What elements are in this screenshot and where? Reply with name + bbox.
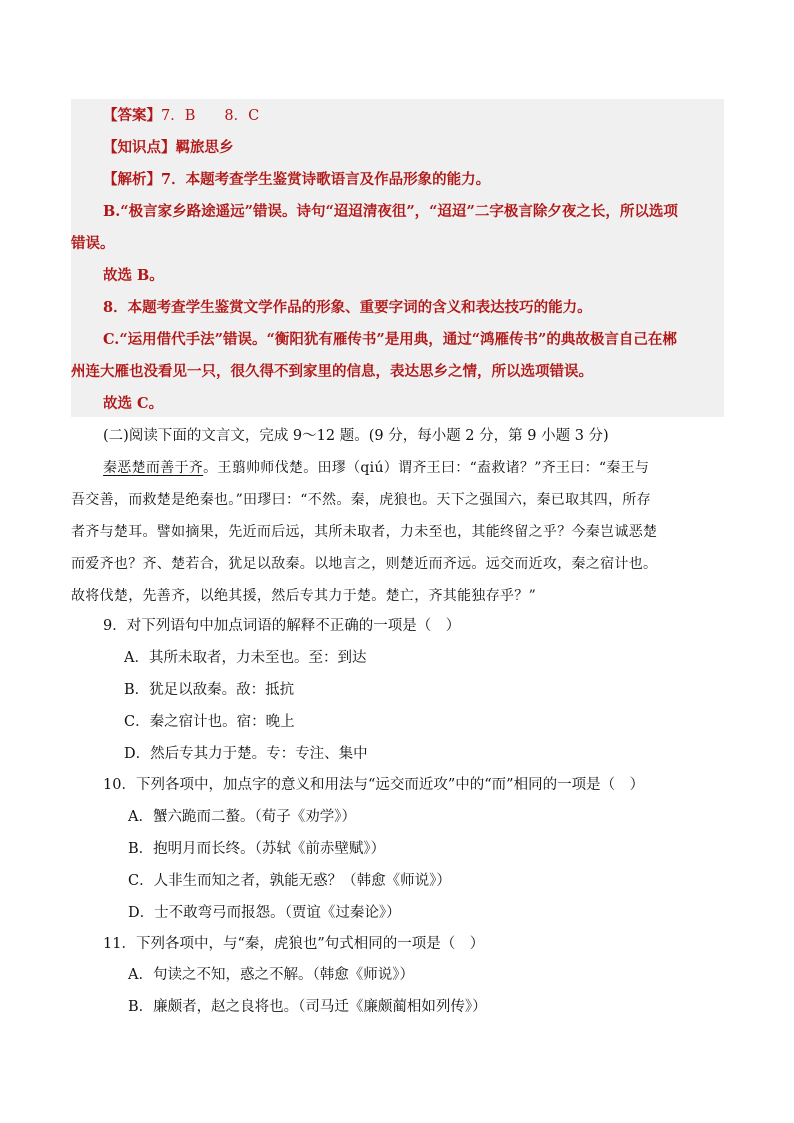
q10-stem: 10．下列各项中，加点字的意义和用法与“远交而近攻”中的“而”相同的一项是（ ） [103, 777, 645, 793]
analysis-q8-line2: 州连大雁也没看见一只，很久得不到家里的信息，表达思乡之情，所以选项错误。 [71, 363, 593, 380]
knowledge-line [103, 138, 234, 158]
analysis-q8-intro: 8．本题考查学生鉴赏文学作品的形象、重要字词的含义和表达技巧的能力。 [103, 299, 592, 316]
analysis-q7-line1: B.“极言家乡路途遥远”错误。诗句“迢迢清夜徂”，“迢迢”二字极言除夕夜之长，所以选项 [103, 203, 678, 220]
q9-option-d: D．然后专其力于楚。专：专注、集中 [124, 746, 368, 762]
q9-stem: 9．对下列语句中加点词语的解释不正确的一项是（ ） [103, 618, 461, 634]
q10-option-b: B．抱明月而长终。（苏轼《前赤壁赋》） [128, 841, 386, 857]
section-heading: (二)阅读下面的文言文，完成 9～12 题。(9 分，每小题 2 分，第 9 小题 3 分) [103, 428, 609, 444]
analysis-q7-line2: 错误。 [71, 235, 115, 252]
q10-option-a: A．蟹六跪而二螯。（荀子《劝学》） [128, 809, 356, 825]
passage-underlined-sentence: 秦恶楚而善于齐 [103, 460, 204, 476]
analysis-q7-intro-line [103, 170, 490, 190]
q10-option-c: C．人非生而知之者，孰能无惑？（韩愈《师说》） [128, 873, 451, 889]
q11-stem: 11．下列各项中，与“秦，虎狼也”句式相同的一项是（ ） [103, 936, 485, 952]
answer-label: 【答案】 [103, 107, 161, 124]
passage-line-4: 而爱齐也？齐、楚若合，犹足以敌秦。以地言之，则楚近而齐远。远交而近攻，秦之宿计也。 [71, 556, 658, 572]
knowledge-label: 【知识点】 [103, 139, 176, 156]
q10-option-d: D．士不敢弯弓而报怨。（贾谊《过秦论》） [128, 905, 401, 921]
passage-line-1-rest: 。王翦帅师伐楚。田璆（qiú）谓齐王曰：“盍救诸？”齐王曰：“秦王与 [203, 460, 650, 476]
q11-option-a: A．句读之不知，惑之不解。（韩愈《师说》） [128, 967, 414, 983]
analysis-q7-intro: 7．本题考查学生鉴赏诗歌语言及作品形象的能力。 [161, 171, 491, 188]
passage-line-2: 吾交善，而救楚是绝秦也。”田璆曰：“不然。秦，虎狼也。天下之强国六，秦已取其四，所存 [71, 492, 651, 508]
analysis-q7-choice: 故选 B。 [103, 267, 164, 284]
passage-line-5: 故将伐楚，先善齐，以绝其援，然后专其力于楚。楚亡，齐其能独存乎？” [71, 588, 537, 604]
passage-line-1 [103, 458, 649, 478]
passage-line-3: 者齐与楚耳。譬如摘果，先近而后远，其所未取者，力未至也，其能终留之乎？今秦岂诚恶楚 [71, 524, 658, 540]
analysis-q8-line1: C.“运用借代手法”错误。“衡阳犹有雁传书”是用典，通过“鸿雁传书”的典故极言自己在郴 [103, 331, 677, 348]
q11-option-b: B．廉颇者，赵之良将也。（司马迁《廉颇蔺相如列传》） [128, 999, 487, 1015]
knowledge-text: 羁旅思乡 [175, 139, 234, 156]
q9-option-c: C．秦之宿计也。宿：晚上 [124, 714, 295, 730]
answer-text: 7．B 8．C [161, 108, 260, 124]
analysis-q8-choice: 故选 C。 [103, 395, 164, 412]
q9-option-a: A．其所未取者，力未至也。至：到达 [124, 650, 367, 666]
analysis-label: 【解析】 [103, 171, 161, 188]
q9-option-b: B．犹足以敌秦。敌：抵抗 [124, 682, 295, 698]
answer-line [103, 106, 259, 126]
